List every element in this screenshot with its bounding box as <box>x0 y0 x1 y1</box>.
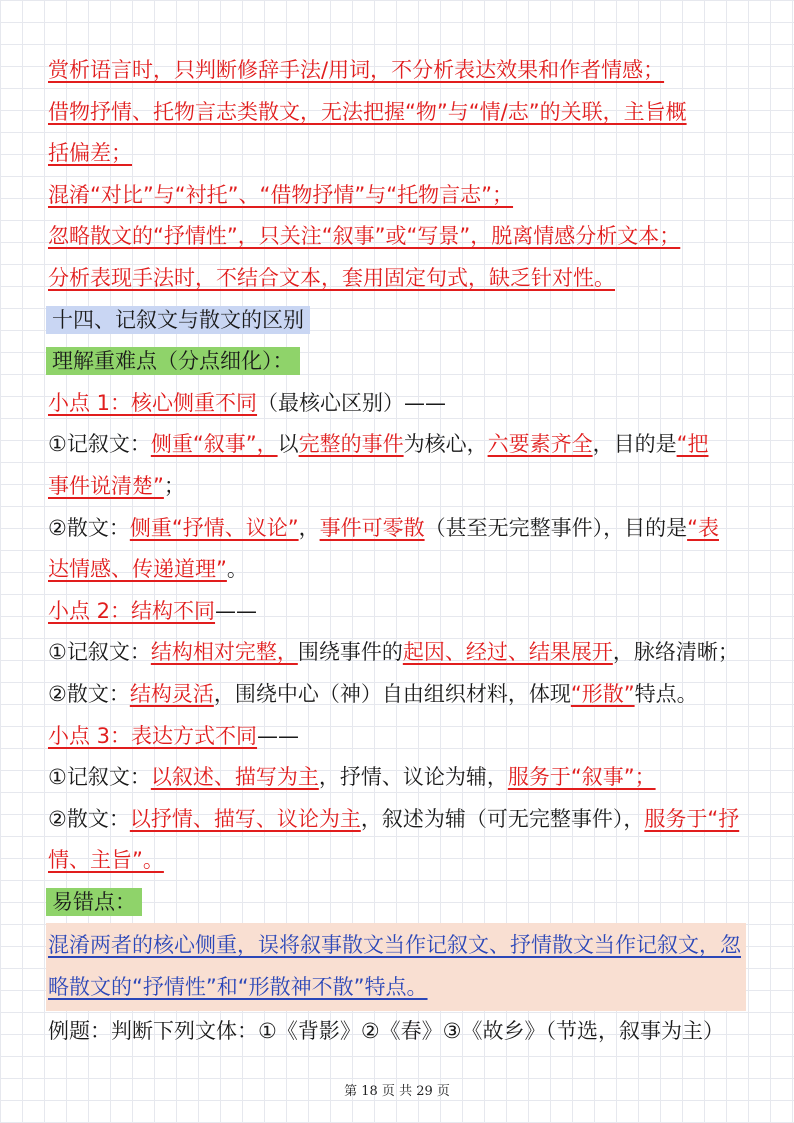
point-2-essay-row <box>48 674 754 716</box>
point-2-narrative-row <box>48 632 754 674</box>
section-heading-row <box>48 300 754 342</box>
item-prefix: ①记叙文： <box>48 765 151 790</box>
point-1-title-row <box>48 383 754 425</box>
plain-text: 特点。 <box>634 681 698 706</box>
mistake-line-3 <box>48 133 754 175</box>
plain-text: ， <box>298 515 320 540</box>
mistakes-label: 易错点： <box>46 888 142 916</box>
emphasis-text: 侧重“抒情、议论” <box>129 515 299 540</box>
plain-text: 。 <box>226 557 248 582</box>
mistake-line-6 <box>48 258 754 300</box>
mistake-line-1 <box>48 50 754 92</box>
emphasis-text: 结构灵活 <box>129 681 214 706</box>
section-title: 十四、记叙文与散文的区别 <box>46 306 310 334</box>
mistake-box-line-2 <box>48 967 746 1009</box>
plain-text: ，目的是 <box>592 432 677 457</box>
emphasis-text: 以叙述、描写为主 <box>150 765 319 790</box>
mistake-text: 分析表现手法时，不结合文本，套用固定句式，缺乏针对性。 <box>48 265 615 290</box>
point-2-title: 小点 2：结构不同 <box>48 598 216 623</box>
point-1-essay-row <box>48 508 754 550</box>
plain-text: ，围绕中心（神）自由组织材料，体现 <box>213 681 571 706</box>
mistake-box-line-1 <box>48 925 746 967</box>
point-1-narrative-row <box>48 424 754 466</box>
page-footer: 第 18 页 共 29 页 <box>344 1084 450 1099</box>
plain-text: ，脉络清晰； <box>612 640 739 665</box>
point-3-essay-row <box>48 799 754 841</box>
emphasis-text: “把 <box>676 432 709 457</box>
point-2-title-row <box>48 591 754 633</box>
item-prefix: ②散文： <box>48 515 130 540</box>
point-1-title: 小点 1：核心侧重不同 <box>48 390 258 415</box>
emphasis-text: 完整的事件 <box>298 432 404 457</box>
plain-text: 为核心， <box>403 432 488 457</box>
plain-text: 围绕事件的 <box>297 640 403 665</box>
item-prefix: ①记叙文： <box>48 640 151 665</box>
item-prefix: ②散文： <box>48 806 130 831</box>
mistake-text: 赏析语言时，只判断修辞手法/用词，不分析表达效果和作者情感； <box>48 58 665 82</box>
key-points-row <box>48 341 754 383</box>
emphasis-text: “表 <box>687 515 719 540</box>
mistake-box-text: 混淆两者的核心侧重，误将叙事散文当作记叙文、抒情散文当作记叙文，忽 <box>48 933 741 958</box>
mistake-text: 借物抒情、托物言志类散文，无法把握“物”与“情/志”的关联，主旨概 <box>48 99 687 124</box>
key-points-label: 理解重难点（分点细化）： <box>46 347 300 375</box>
emphasis-text: “形散” <box>570 681 635 706</box>
document-page <box>48 50 754 1052</box>
item-prefix: ②散文： <box>48 681 130 706</box>
emphasis-text: 以抒情、描写、议论为主 <box>129 806 361 831</box>
emphasis-text: 六要素齐全 <box>487 432 593 457</box>
mistake-text: 括偏差； <box>48 141 132 166</box>
mistake-line-2 <box>48 92 754 134</box>
point-3-narrative-row <box>48 757 754 799</box>
plain-text: ； <box>163 473 185 498</box>
emphasis-text: 服务于“抒 <box>644 806 740 831</box>
emphasis-text: 服务于“叙事”； <box>507 765 656 790</box>
mistake-line-5 <box>48 216 754 258</box>
emphasis-text: 情、主旨”。 <box>48 848 164 873</box>
point-1-essay-row-cont <box>48 549 754 591</box>
emphasis-text: 起因、经过、结果展开 <box>402 640 613 665</box>
mistake-text: 忽略散文的“抒情性”，只关注“叙事”或“写景”，脱离情感分析文本； <box>48 224 681 249</box>
mistake-text: 混淆“对比”与“衬托”、“借物抒情”与“托物言志”； <box>48 182 514 207</box>
title-dash: —— <box>215 598 258 623</box>
emphasis-text: 事件可零散 <box>319 515 425 540</box>
plain-text: ，叙述为辅（可无完整事件）， <box>360 806 645 831</box>
plain-text: 以 <box>277 432 299 457</box>
point-3-title-row <box>48 716 754 758</box>
plain-text: （甚至无完整事件），目的是 <box>424 515 688 540</box>
emphasis-text: 结构相对完整， <box>150 640 298 665</box>
title-dash: —— <box>257 723 300 748</box>
example-question: 例题：判断下列文体：①《背影》②《春》③《故乡》（节选，叙事为主） <box>48 1018 724 1043</box>
item-prefix: ①记叙文： <box>48 432 151 457</box>
mistake-box-text: 略散文的“抒情性”和“形散神不散”特点。 <box>48 975 428 1000</box>
emphasis-text: 事件说清楚” <box>48 473 164 498</box>
plain-text: ，抒情、议论为辅， <box>318 765 508 790</box>
mistakes-label-row <box>48 882 754 924</box>
point-1-note: （最核心区别）—— <box>257 390 447 415</box>
emphasis-text: 达情感、传递道理” <box>48 557 227 582</box>
mistake-box <box>46 923 746 1010</box>
point-3-essay-row-cont <box>48 840 754 882</box>
point-3-title: 小点 3：表达方式不同 <box>48 723 258 748</box>
mistake-line-4 <box>48 175 754 217</box>
emphasis-text: 侧重“叙事”， <box>150 432 278 457</box>
point-1-narrative-row-cont <box>48 466 754 508</box>
